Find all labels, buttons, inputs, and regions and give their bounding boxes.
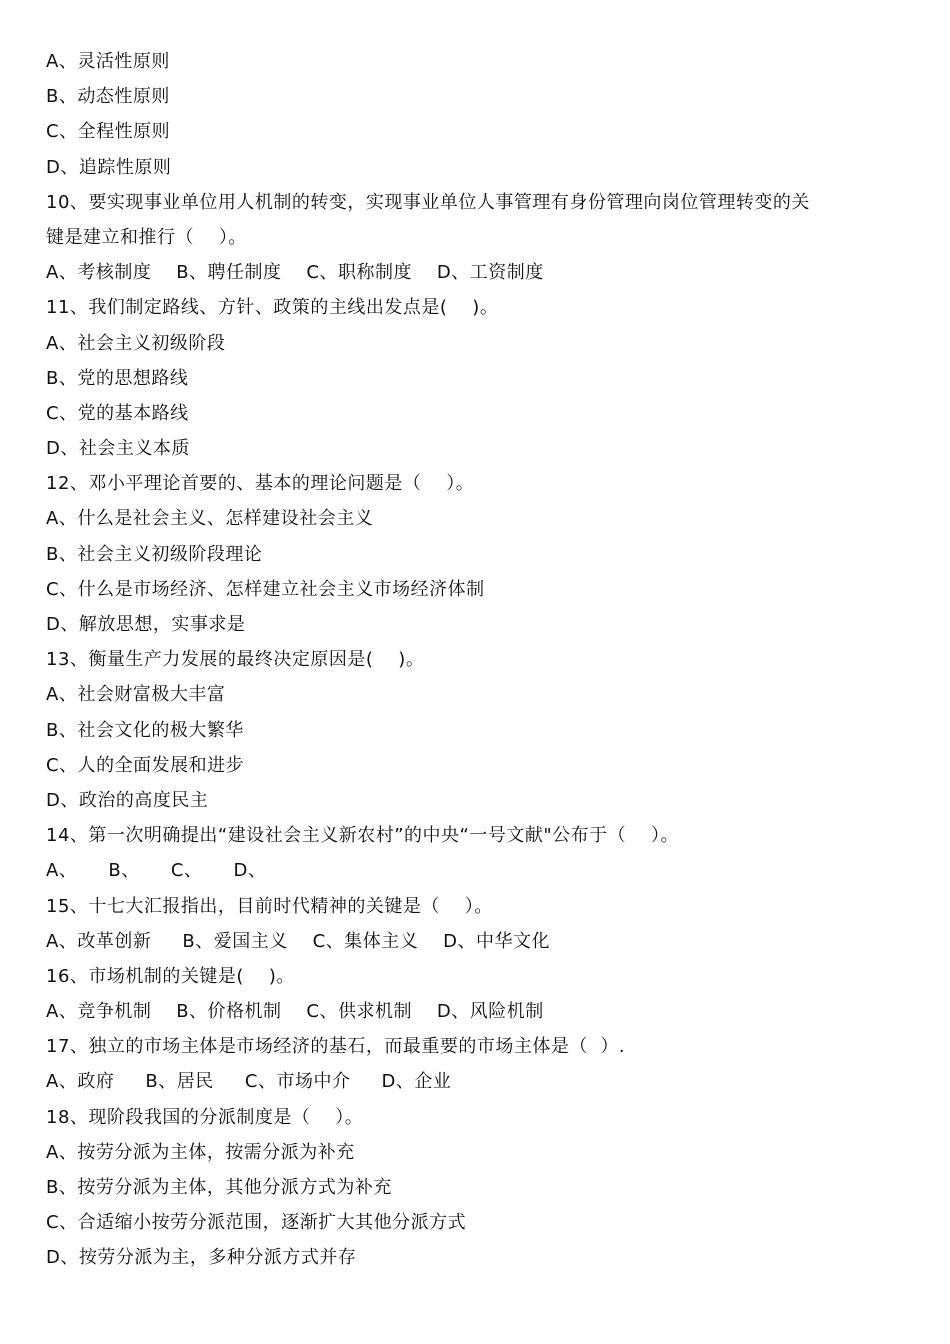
option-line: A、按劳分派为主体，按需分派为补充 bbox=[46, 1141, 355, 1163]
question-line: 10、要实现事业单位用人机制的转变，实现事业单位人事管理有身份管理向岗位管理转变的关 bbox=[46, 191, 810, 213]
option-line: A、社会财富极大丰富 bbox=[46, 684, 226, 706]
option-line: D、追踪性原则 bbox=[46, 156, 172, 178]
option-line: A、改革创新 B、爱国主义 C、集体主义 D、中华文化 bbox=[46, 930, 550, 952]
question-line: 14、第一次明确提出“建设社会主义新农村”的中央“一号文献"公布于（ ）。 bbox=[46, 825, 680, 847]
question-line: 12、邓小平理论首要的、基本的理论问题是（ ）。 bbox=[46, 473, 475, 495]
option-line: C、全程性原则 bbox=[46, 121, 171, 143]
option-line: B、党的思想路线 bbox=[46, 367, 189, 389]
option-line: A、政府 B、居民 C、市场中介 D、企业 bbox=[46, 1071, 452, 1093]
option-line: B、社会文化的极大繁华 bbox=[46, 719, 244, 741]
question-line: 18、现阶段我国的分派制度是（ ）。 bbox=[46, 1106, 364, 1128]
question-line: 13、衡量生产力发展的最终决定原因是( )。 bbox=[46, 649, 425, 671]
option-line: A、 B、 C、 D、 bbox=[46, 860, 267, 882]
option-line: C、什么是市场经济、怎样建立社会主义市场经济体制 bbox=[46, 578, 485, 600]
option-line: A、社会主义初级阶段 bbox=[46, 332, 226, 354]
option-line: D、解放思想，实事求是 bbox=[46, 614, 246, 635]
document-page bbox=[46, 44, 916, 1276]
option-line: A、考核制度 B、聘任制度 C、职称制度 D、工资制度 bbox=[46, 262, 544, 284]
question-line: 11、我们制定路线、方针、政策的主线出发点是( )。 bbox=[46, 297, 499, 319]
question-line: 17、独立的市场主体是市场经济的基石，而最重要的市场主体是（ ）. bbox=[46, 1036, 626, 1058]
option-line: D、社会主义本质 bbox=[46, 438, 190, 460]
option-line: D、政治的高度民主 bbox=[46, 789, 209, 811]
option-line: B、按劳分派为主体，其他分派方式为补充 bbox=[46, 1177, 392, 1198]
option-line: C、合适缩小按劳分派范围，逐渐扩大其他分派方式 bbox=[46, 1212, 467, 1234]
question-line: 16、市场机制的关键是( )。 bbox=[46, 965, 295, 987]
option-line: D、按劳分派为主，多种分派方式并存 bbox=[46, 1247, 357, 1269]
option-line: B、动态性原则 bbox=[46, 86, 170, 108]
question-line: 键是建立和推行（ ）。 bbox=[46, 226, 247, 248]
question-line: 15、十七大汇报指出，目前时代精神的关键是（ ）。 bbox=[46, 895, 493, 917]
option-line: A、什么是社会主义、怎样建设社会主义 bbox=[46, 508, 374, 530]
option-line: C、党的基本路线 bbox=[46, 402, 189, 424]
option-line: B、社会主义初级阶段理论 bbox=[46, 543, 263, 565]
option-line: A、竞争机制 B、价格机制 C、供求机制 D、风险机制 bbox=[46, 1001, 544, 1023]
option-line: A、灵活性原则 bbox=[46, 51, 170, 72]
option-line: C、人的全面发展和进步 bbox=[46, 754, 245, 776]
